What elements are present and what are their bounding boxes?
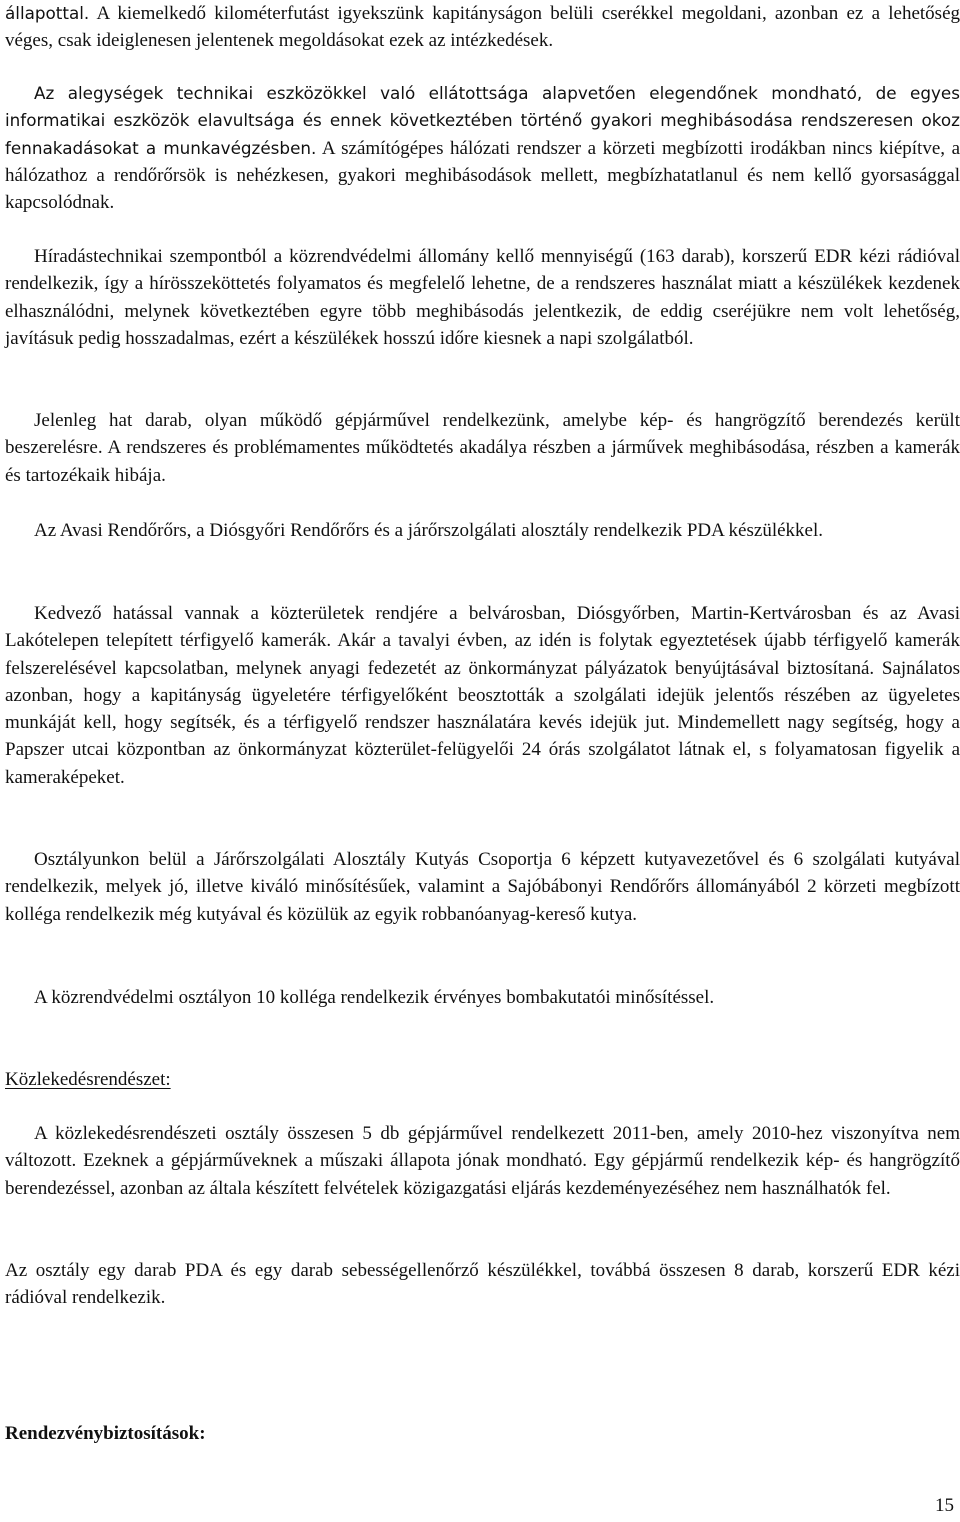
- text-run: Jelenleg hat darab, olyan működő gépjárművel rendelkezünk, amelybe kép- és hangrögzítő berendezés került beszerelésre. A rendszeres és problémamentes működtetés akadálya részben a járművek meghibásodása, részben a kamerák és tartozékaik hibája.: [5, 410, 960, 486]
- section-heading-events: [5, 1420, 206, 1447]
- paragraph-bomb-search: [5, 984, 960, 1011]
- text-run: A közlekedésrendészeti osztály összesen 5 db gépjárművel rendelkezett 2011-ben, amely 2010-hez viszonyítva nem változott. Ezeknek a gépjárműveknek a műszaki állapota jónak mondható. Egy gépjármű rendelkezik kép- és hangrögzítő berendezéssel, azonban az általa készített felvételek közigazgatási eljárás kezdeményezéséhez nem használhatók fel.: [5, 1123, 960, 1199]
- paragraph-continuation: [5, 0, 960, 55]
- section-heading-traffic: [5, 1066, 171, 1093]
- paragraph-pda-devices: [5, 517, 960, 544]
- paragraph-surveillance-cameras: [5, 600, 960, 791]
- text-run: állapottal.: [5, 3, 90, 23]
- page-number: 15: [935, 1495, 954, 1516]
- text-run: Kedvező hatással vannak a közterületek rendjére a belvárosban, Diósgyőrben, Martin-Kertvárosban és az Avasi Lakótelepen telepített térfigyelő kamerák. Akár a tavalyi évben, az idén is folytak egyeztetések újabb térfigyelő kamerák felszerelésével kapcsolatban, melynek anyagi fedezetét az önkormányzat pályázatok benyújtásával biztosítaná. Sajnálatos azonban, hogy a kapitányság ügyeletére térfigyelőként beosztották a szolgálati idejük jelentős részében az ügyeletes munkáját kell, hogy segítsék, és a térfigyelő rendszer használatára kevés idejük jut. Mindemellett nagy segítség, hogy a Papszer utcai központban az önkormányzat közterület-felügyelői 24 órás szolgálatot látnak el, s folyamatosan figyelik a kameraképeket.: [5, 603, 960, 788]
- paragraph-traffic-vehicles: [5, 1120, 960, 1202]
- paragraph-technical-equipment: [5, 80, 960, 216]
- text-run: A számítógépes hálózati rendszer a körzeti megbízotti irodákban nincs kiépítve, a hálózathoz a rendőrőrsök is nehézkesen, gyakori meghibásodások mellett, megbízhatatlanul és nem kellő gyorsasággal kapcsolódnak.: [5, 137, 960, 214]
- paragraph-traffic-devices: [5, 1257, 960, 1312]
- text-run: Híradástechnikai szempontból a közrendvédelmi állomány kellő mennyiségű (163 darab), korszerű EDR kézi rádióval rendelkezik, így a hírösszeköttetés folyamatos és megfelelő lehetne, de a rendszeres használat miatt a készülékek kezdenek elhasználódni, melynek következtében egyre több meghibásodás jelentkezik, de eddig cseréjükre nem volt lehetőség, javításuk pedig hosszadalmas, ezért a készülékek hosszú időre kiesnek a napi szolgálatból.: [5, 246, 960, 349]
- text-run: Az osztály egy darab PDA és egy darab sebességellenőrző készülékkel, továbbá összesen 8 darab, korszerű EDR kézi rádióval rendelkezik.: [5, 1260, 960, 1309]
- text-run: A kiemelkedő kilométerfutást igyekszünk kapitányságon belüli cserékkel megoldani, azonban ez a lehetőség véges, csak ideiglenesen jelentenek megoldásokat ezek az intézkedések.: [5, 3, 960, 52]
- text-run: A közrendvédelmi osztályon 10 kolléga rendelkezik érvényes bombakutatói minősítéssel.: [34, 987, 715, 1008]
- text-run: Az Avasi Rendőrőrs, a Diósgyőri Rendőrőrs és a járőrszolgálati alosztály rendelkezik PDA készülékkel.: [34, 520, 823, 541]
- paragraph-radio-communication: [5, 243, 960, 352]
- paragraph-dog-unit: [5, 846, 960, 928]
- text-run: Rendezvénybiztosítások:: [5, 1423, 206, 1444]
- text-run: Az alegységek technikai eszközökkel való ellátottsága alapvetően elegendőnek mondható, de egyes informatikai eszközök elavultsága és ennek következtében történő gyakori meghibásodása rendszeresen okoz fennakadásokat a munkavégzésben.: [5, 83, 960, 158]
- text-run: Osztályunkon belül a Járőrszolgálati Alosztály Kutyás Csoportja 6 képzett kutyavezetővel és 6 szolgálati kutyával rendelkezik, melyek jó, illetve kiváló minősítésűek, valamint a Sajóbábonyi Rendőrőrs állományából 2 körzeti megbízott kolléga rendelkezik még kutyával és közülük az egyik robbanóanyag-kereső kutya.: [5, 849, 960, 925]
- paragraph-vehicles-cameras: [5, 407, 960, 489]
- text-run: Közlekedésrendészet:: [5, 1069, 171, 1090]
